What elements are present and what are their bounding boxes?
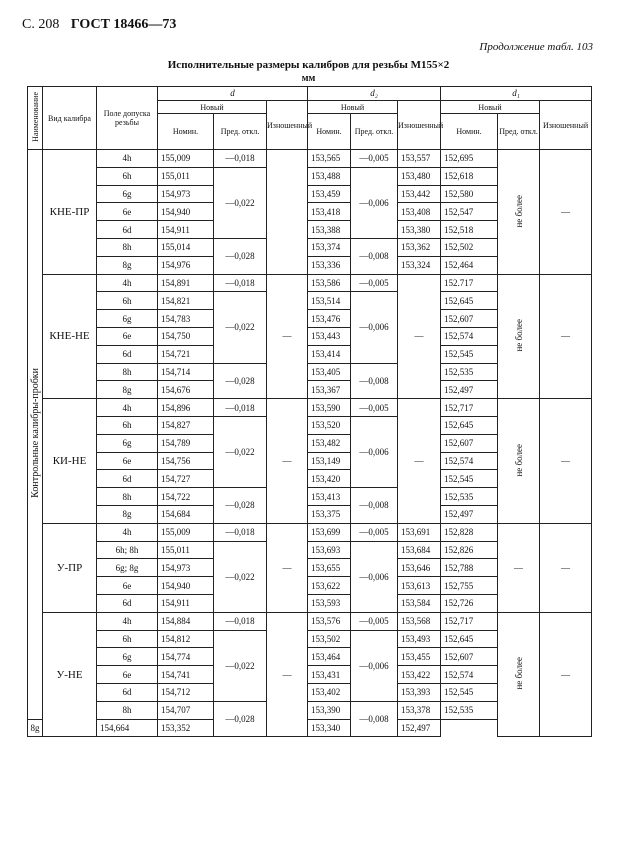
d1-nominal: 152,547 (441, 203, 498, 221)
d1-nominal: 152,826 (441, 541, 498, 559)
d2-nominal: 153,418 (308, 203, 351, 221)
d2-limit: —0,006 (351, 416, 398, 487)
d2-nominal: 153,514 (308, 292, 351, 310)
d-limit: —0,022 (214, 292, 267, 363)
d1-nominal: 152,535 (441, 701, 498, 719)
d-nominal: 154,973 (158, 559, 214, 577)
d2-worn: 153,691 (398, 523, 441, 541)
d2-nominal: 153,459 (308, 185, 351, 203)
d-nominal: 154,821 (158, 292, 214, 310)
d-limit: —0,018 (214, 612, 267, 630)
tolerance-cell: 6e (97, 203, 158, 221)
d-nominal: 154,727 (158, 470, 214, 488)
d1-nominal: 152,645 (441, 416, 498, 434)
tolerance-cell: 6h; 8h (97, 541, 158, 559)
table-row (28, 150, 592, 168)
col-d1-nominal: Номин. (441, 114, 498, 150)
tolerance-cell: 6e (97, 452, 158, 470)
tolerance-cell: 6g; 8g (97, 559, 158, 577)
col-d-worn: Изношенный (267, 101, 308, 150)
d1-nominal: 152,545 (441, 683, 498, 701)
d2-nominal: 153,405 (308, 363, 351, 381)
d-nominal: 154,664 (97, 719, 158, 737)
d-nominal: 154,812 (158, 630, 214, 648)
d1-nominal: 152,574 (441, 666, 498, 684)
d1-nominal: 152,726 (441, 594, 498, 612)
d-nominal: 154,741 (158, 666, 214, 684)
tolerance-cell: 8g (97, 505, 158, 523)
col-d1-new: Новый (441, 101, 540, 114)
d2-nominal: 153,420 (308, 470, 351, 488)
page-number: С. 208 (22, 17, 60, 32)
d2-worn: 153,480 (398, 167, 441, 185)
d-limit: —0,028 (214, 701, 267, 737)
tolerance-cell: 6g (97, 648, 158, 666)
tolerance-cell: 6h (97, 630, 158, 648)
d2-limit: —0,008 (351, 363, 398, 399)
d2-nominal: 153,655 (308, 559, 351, 577)
d2-nominal: 153,699 (308, 523, 351, 541)
d2-nominal: 153,576 (308, 612, 351, 630)
d2-nominal: 153,693 (308, 541, 351, 559)
d-nominal: 154,721 (158, 345, 214, 363)
tolerance-cell: 6d (97, 470, 158, 488)
d-worn: — (267, 399, 308, 524)
d1-limit-note: не более (498, 274, 540, 399)
d-nominal: 154,911 (158, 594, 214, 612)
tolerance-cell: 8g (97, 256, 158, 274)
table-continuation: Продолжение табл. 103 (479, 41, 593, 53)
d1-nominal: 152,497 (441, 505, 498, 523)
d1-nominal: 152,607 (441, 434, 498, 452)
d-nominal: 154,891 (158, 274, 214, 292)
d1-nominal: 152,464 (441, 256, 498, 274)
gauge-kind: У-НЕ (43, 612, 97, 737)
d2-nominal: 153,390 (308, 701, 351, 719)
d1-worn: — (540, 523, 592, 612)
d2-nominal: 153,375 (308, 505, 351, 523)
d-nominal: 154,707 (158, 701, 214, 719)
d2-limit: —0,008 (351, 701, 398, 737)
d2-limit: —0,006 (351, 292, 398, 363)
d-nominal: 154,756 (158, 452, 214, 470)
d1-nominal: 152,535 (441, 363, 498, 381)
table-row (28, 612, 592, 630)
page-header (22, 17, 176, 33)
d1-nominal: 152,755 (441, 577, 498, 595)
d-limit: —0,022 (214, 167, 267, 238)
d1-nominal: 152,828 (441, 523, 498, 541)
tolerance-cell: 6d (97, 221, 158, 239)
col-d2-worn: Изношенный (398, 101, 441, 150)
d1-nominal: 152.717 (441, 274, 498, 292)
tolerance-cell: 8g (97, 381, 158, 399)
d-worn: — (267, 612, 308, 737)
d-nominal: 154,722 (158, 488, 214, 506)
d2-worn: 153,380 (398, 221, 441, 239)
d2-nominal: 153,488 (308, 167, 351, 185)
d-nominal: 155,009 (158, 523, 214, 541)
d2-nominal: 153,482 (308, 434, 351, 452)
d-nominal: 154,884 (158, 612, 214, 630)
col-d1: d₁ (441, 87, 592, 101)
d-worn: — (267, 274, 308, 399)
tolerance-cell: 6e (97, 577, 158, 595)
d1-worn: — (540, 150, 592, 275)
col-d2: d₂ (308, 87, 441, 101)
col-d2-new: Новый (308, 101, 398, 114)
d2-nominal: 153,476 (308, 310, 351, 328)
standard-number: ГОСТ 18466—73 (70, 17, 177, 32)
d-limit: —0,028 (214, 488, 267, 524)
tolerance-cell: 6h (97, 416, 158, 434)
tolerance-cell: 4h (97, 150, 158, 168)
d1-limit: — (498, 523, 540, 612)
d1-nominal: 152,695 (441, 150, 498, 168)
d1-worn: — (540, 274, 592, 399)
tolerance-cell: 6d (97, 345, 158, 363)
tolerance-cell: 6d (97, 594, 158, 612)
d1-nominal: 152,607 (441, 310, 498, 328)
table-row (28, 399, 592, 417)
dimensions-table (27, 86, 592, 737)
tolerance-cell: 6g (97, 434, 158, 452)
d2-nominal: 153,520 (308, 416, 351, 434)
d2-limit: —0,005 (351, 612, 398, 630)
d1-limit-note: не более (498, 150, 540, 275)
tolerance-cell: 8h (97, 238, 158, 256)
d1-nominal: 152,545 (441, 470, 498, 488)
d2-worn: 153,442 (398, 185, 441, 203)
tolerance-cell: 8h (97, 363, 158, 381)
tolerance-cell: 6e (97, 327, 158, 345)
d1-worn: — (540, 612, 592, 737)
d2-worn: 153,378 (398, 701, 441, 719)
d-limit: —0,022 (214, 630, 267, 701)
d-nominal: 155,014 (158, 238, 214, 256)
d-nominal: 154,789 (158, 434, 214, 452)
group-name: Контрольные калибры-пробки (28, 150, 43, 720)
d2-limit: —0,005 (351, 274, 398, 292)
d-nominal: 154,973 (158, 185, 214, 203)
tolerance-cell: 8g (28, 719, 43, 737)
d1-nominal: 152,717 (441, 612, 498, 630)
tolerance-cell: 6h (97, 167, 158, 185)
tolerance-cell: 6g (97, 310, 158, 328)
d-nominal: 154,676 (158, 381, 214, 399)
d2-limit: —0,008 (351, 488, 398, 524)
d-nominal: 154,940 (158, 203, 214, 221)
d2-worn: 153,646 (398, 559, 441, 577)
d2-worn: 153,455 (398, 648, 441, 666)
tolerance-cell: 6d (97, 683, 158, 701)
d1-nominal: 152,502 (441, 238, 498, 256)
d1-worn: — (540, 399, 592, 524)
d2-nominal: 153,149 (308, 452, 351, 470)
d-limit: —0,028 (214, 363, 267, 399)
d2-worn: 153,362 (398, 238, 441, 256)
d1-nominal: 152,535 (441, 488, 498, 506)
d1-nominal: 152,574 (441, 452, 498, 470)
d-nominal: 154,712 (158, 683, 214, 701)
d1-nominal: 152,518 (441, 221, 498, 239)
d2-nominal: 153,336 (308, 256, 351, 274)
d2-worn: — (398, 399, 441, 524)
d2-limit: —0,006 (351, 630, 398, 701)
d2-worn: 153,684 (398, 541, 441, 559)
unit-label: мм (301, 73, 316, 84)
d1-nominal: 152,717 (441, 399, 498, 417)
d2-worn: 153,393 (398, 683, 441, 701)
d1-nominal: 152,497 (398, 719, 441, 737)
d2-nominal: 153,586 (308, 274, 351, 292)
d2-nominal: 153,590 (308, 399, 351, 417)
d1-nominal: 152,618 (441, 167, 498, 185)
d1-nominal: 152,580 (441, 185, 498, 203)
table-title: Исполнительные размеры калибров для резьбы М155×2 (167, 59, 450, 71)
d1-nominal: 152,645 (441, 630, 498, 648)
d2-limit: —0,005 (351, 523, 398, 541)
d2-limit: —0,006 (351, 541, 398, 612)
tolerance-cell: 8h (97, 488, 158, 506)
d2-nominal: 153,593 (308, 594, 351, 612)
d1-nominal: 152,645 (441, 292, 498, 310)
col-d-nominal: Номин. (158, 114, 214, 150)
d2-nominal: 153,388 (308, 221, 351, 239)
d2-worn: 153,324 (398, 256, 441, 274)
tolerance-cell: 6h (97, 292, 158, 310)
d2-limit: —0,005 (351, 150, 398, 168)
tolerance-cell: 6e (97, 666, 158, 684)
d2-nominal: 153,413 (308, 488, 351, 506)
d-limit: —0,018 (214, 523, 267, 541)
d2-nominal: 153,374 (308, 238, 351, 256)
d-limit: —0,018 (214, 399, 267, 417)
d-nominal: 155,011 (158, 541, 214, 559)
d2-worn: — (398, 274, 441, 399)
d-worn: — (267, 523, 308, 612)
tolerance-cell: 4h (97, 523, 158, 541)
d2-nominal: 153,443 (308, 327, 351, 345)
d2-worn: 153,408 (398, 203, 441, 221)
d-limit: —0,022 (214, 541, 267, 612)
d2-nominal: 153,464 (308, 648, 351, 666)
d1-nominal: 152,607 (441, 648, 498, 666)
d1-nominal: 152,545 (441, 345, 498, 363)
d-nominal: 154,750 (158, 327, 214, 345)
d-worn (267, 150, 308, 275)
d2-nominal: 153,502 (308, 630, 351, 648)
col-d2-nominal: Номин. (308, 114, 351, 150)
d2-nominal: 153,402 (308, 683, 351, 701)
gauge-kind: У-ПР (43, 523, 97, 612)
gauge-kind: КИ-НЕ (43, 399, 97, 524)
col-tolerance: Поле допуска резьбы (97, 87, 158, 150)
tolerance-cell: 6g (97, 185, 158, 203)
d2-nominal: 153,431 (308, 666, 351, 684)
d2-worn: 153,584 (398, 594, 441, 612)
col-d-new: Новый (158, 101, 267, 114)
d2-limit: —0,005 (351, 399, 398, 417)
d2-worn: 153,422 (398, 666, 441, 684)
d-nominal: 154,774 (158, 648, 214, 666)
d2-nominal: 153,367 (308, 381, 351, 399)
tolerance-cell: 4h (97, 612, 158, 630)
col-d1-limit: Пред. откл. (498, 114, 540, 150)
tolerance-cell: 8h (97, 701, 158, 719)
tolerance-cell: 4h (97, 274, 158, 292)
col-kind: Вид калибра (43, 87, 97, 150)
d-limit: —0,018 (214, 274, 267, 292)
d2-nominal: 153,565 (308, 150, 351, 168)
col-d-limit: Пред. откл. (214, 114, 267, 150)
d2-worn: 153,568 (398, 612, 441, 630)
d-nominal: 155,011 (158, 167, 214, 185)
gauge-kind: КНЕ-НЕ (43, 274, 97, 399)
d1-limit-note: не более (498, 612, 540, 737)
d2-limit: —0,008 (351, 238, 398, 274)
d-nominal: 154,827 (158, 416, 214, 434)
d2-worn: 153,340 (308, 719, 351, 737)
d-limit: —0,018 (214, 150, 267, 168)
d-nominal: 154,783 (158, 310, 214, 328)
d-nominal: 154,714 (158, 363, 214, 381)
d2-worn: 153,493 (398, 630, 441, 648)
d1-nominal: 152,497 (441, 381, 498, 399)
d-nominal: 155,009 (158, 150, 214, 168)
d-nominal: 154,896 (158, 399, 214, 417)
tolerance-cell: 4h (97, 399, 158, 417)
d2-nominal: 153,352 (158, 719, 214, 737)
d1-limit-note: не более (498, 399, 540, 524)
d-limit: —0,022 (214, 416, 267, 487)
d2-worn: 153,613 (398, 577, 441, 595)
d2-nominal: 153,622 (308, 577, 351, 595)
gauge-kind: КНЕ-ПР (43, 150, 97, 275)
col-name: Наименование (28, 87, 43, 150)
table-row (28, 274, 592, 292)
table-row (28, 523, 592, 541)
d1-nominal: 152,788 (441, 559, 498, 577)
d-nominal: 154,684 (158, 505, 214, 523)
d-nominal: 154,911 (158, 221, 214, 239)
d2-nominal: 153,414 (308, 345, 351, 363)
col-d: d (158, 87, 308, 101)
col-d1-worn: Изношенный (540, 101, 592, 150)
d-nominal: 154,940 (158, 577, 214, 595)
d2-worn: 153,557 (398, 150, 441, 168)
d1-nominal: 152,574 (441, 327, 498, 345)
d-limit: —0,028 (214, 238, 267, 274)
d-nominal: 154,976 (158, 256, 214, 274)
d2-limit: —0,006 (351, 167, 398, 238)
col-d2-limit: Пред. откл. (351, 114, 398, 150)
